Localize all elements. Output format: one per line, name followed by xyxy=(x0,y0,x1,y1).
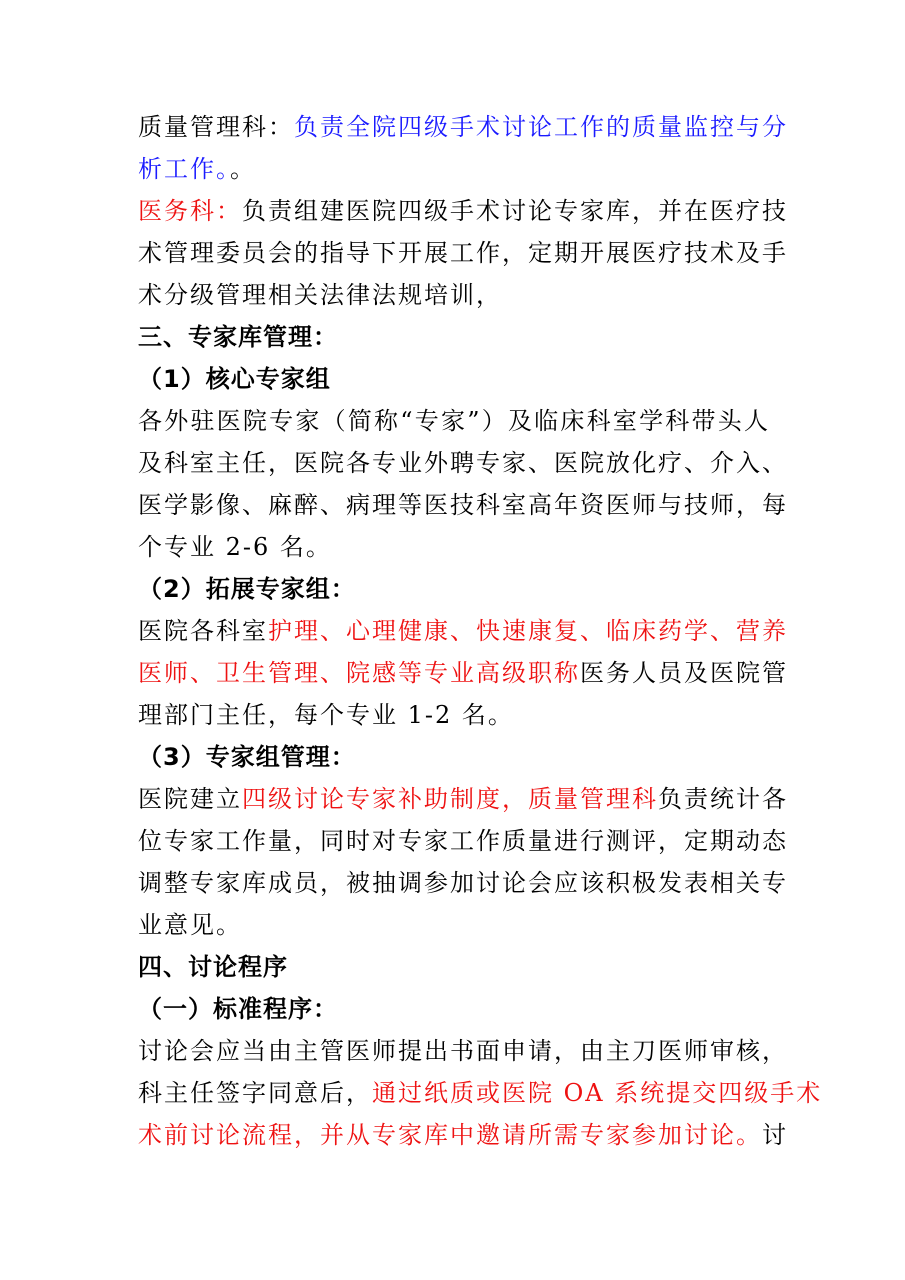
text-segment: 质量管理科 xyxy=(528,785,658,813)
text-segment: 通过纸质或医院 OA 系统提交四级手术 xyxy=(372,1079,823,1107)
document-page xyxy=(138,106,823,1156)
text-segment: （一）标准程序： xyxy=(138,995,338,1023)
text-line xyxy=(138,778,788,820)
text-segment: 四、讨论程序 xyxy=(138,953,288,981)
text-segment: 术管理委员会的指导下开展工作，定期开展医疗技术及手 xyxy=(138,239,788,267)
text-segment: 护理、心理健康、快速康复、临床药学、营养 xyxy=(268,617,788,645)
text-segment: 业意见。 xyxy=(138,911,242,939)
text-segment: 负责组建医院四级手术讨论专家库，并在医疗技 xyxy=(242,197,788,225)
text-segment: 医院各科室 xyxy=(138,617,268,645)
text-line xyxy=(138,274,770,316)
text-line xyxy=(138,1072,823,1114)
text-segment: 医务人员及医院管 xyxy=(580,659,788,687)
text-line xyxy=(138,400,770,442)
text-segment: （2）拓展专家组： xyxy=(138,575,356,603)
text-line xyxy=(138,442,788,484)
text-line xyxy=(138,1030,788,1072)
text-segment: 四级讨论专家补助制度， xyxy=(242,785,528,813)
text-segment: 科主任签字同意后， xyxy=(138,1079,372,1107)
text-line xyxy=(138,190,788,232)
text-line xyxy=(138,526,770,568)
text-segment: （3）专家组管理： xyxy=(138,743,356,771)
section-heading xyxy=(138,316,770,358)
text-segment: 术分级管理相关法律法规培训， xyxy=(138,281,502,309)
section-heading xyxy=(138,358,770,400)
text-segment: 医师、卫生管理、院感等专业高级职称 xyxy=(138,659,580,687)
section-heading xyxy=(138,568,770,610)
text-line xyxy=(138,862,788,904)
section-heading xyxy=(138,988,770,1030)
section-heading xyxy=(138,946,770,988)
text-segment: 析工作。 xyxy=(138,155,230,183)
text-segment: 位专家工作量，同时对专家工作质量进行测评，定期动态 xyxy=(138,827,788,855)
text-line xyxy=(138,610,788,652)
text-segment: 个专业 2-6 名。 xyxy=(138,533,332,561)
text-segment: 各外驻医院专家（简称“专家”）及临床科室学科带头人 xyxy=(138,407,770,435)
text-segment: 调整专家库成员，被抽调参加讨论会应该积极发表相关专 xyxy=(138,869,788,897)
section-heading xyxy=(138,736,770,778)
text-segment: 。 xyxy=(230,155,256,183)
text-segment: 负责统计各 xyxy=(658,785,788,813)
text-segment: 及科室主任，医院各专业外聘专家、医院放化疗、介入、 xyxy=(138,449,788,477)
text-segment: 讨 xyxy=(762,1121,788,1149)
text-segment: 医学影像、麻醉、病理等医技科室高年资医师与技师，每 xyxy=(138,491,788,519)
text-line xyxy=(138,904,770,946)
text-segment: 医院建立 xyxy=(138,785,242,813)
text-segment: 质量管理科： xyxy=(138,113,294,141)
text-line xyxy=(138,106,788,148)
text-line xyxy=(138,148,770,190)
text-segment: 三、专家库管理： xyxy=(138,323,338,351)
text-segment: （1）核心专家组 xyxy=(138,365,331,393)
text-line xyxy=(138,484,788,526)
text-line xyxy=(138,652,788,694)
text-line xyxy=(138,232,788,274)
text-line xyxy=(138,694,770,736)
text-segment: 理部门主任，每个专业 1-2 名。 xyxy=(138,701,514,729)
text-line xyxy=(138,1114,788,1156)
text-segment: 术前讨论流程，并从专家库中邀请所需专家参加讨论。 xyxy=(138,1121,762,1149)
text-segment: 负责全院四级手术讨论工作的质量监控与分 xyxy=(294,113,788,141)
text-segment: 医务科： xyxy=(138,197,242,225)
text-segment: 讨论会应当由主管医师提出书面申请，由主刀医师审核， xyxy=(138,1037,788,1065)
text-line xyxy=(138,820,788,862)
